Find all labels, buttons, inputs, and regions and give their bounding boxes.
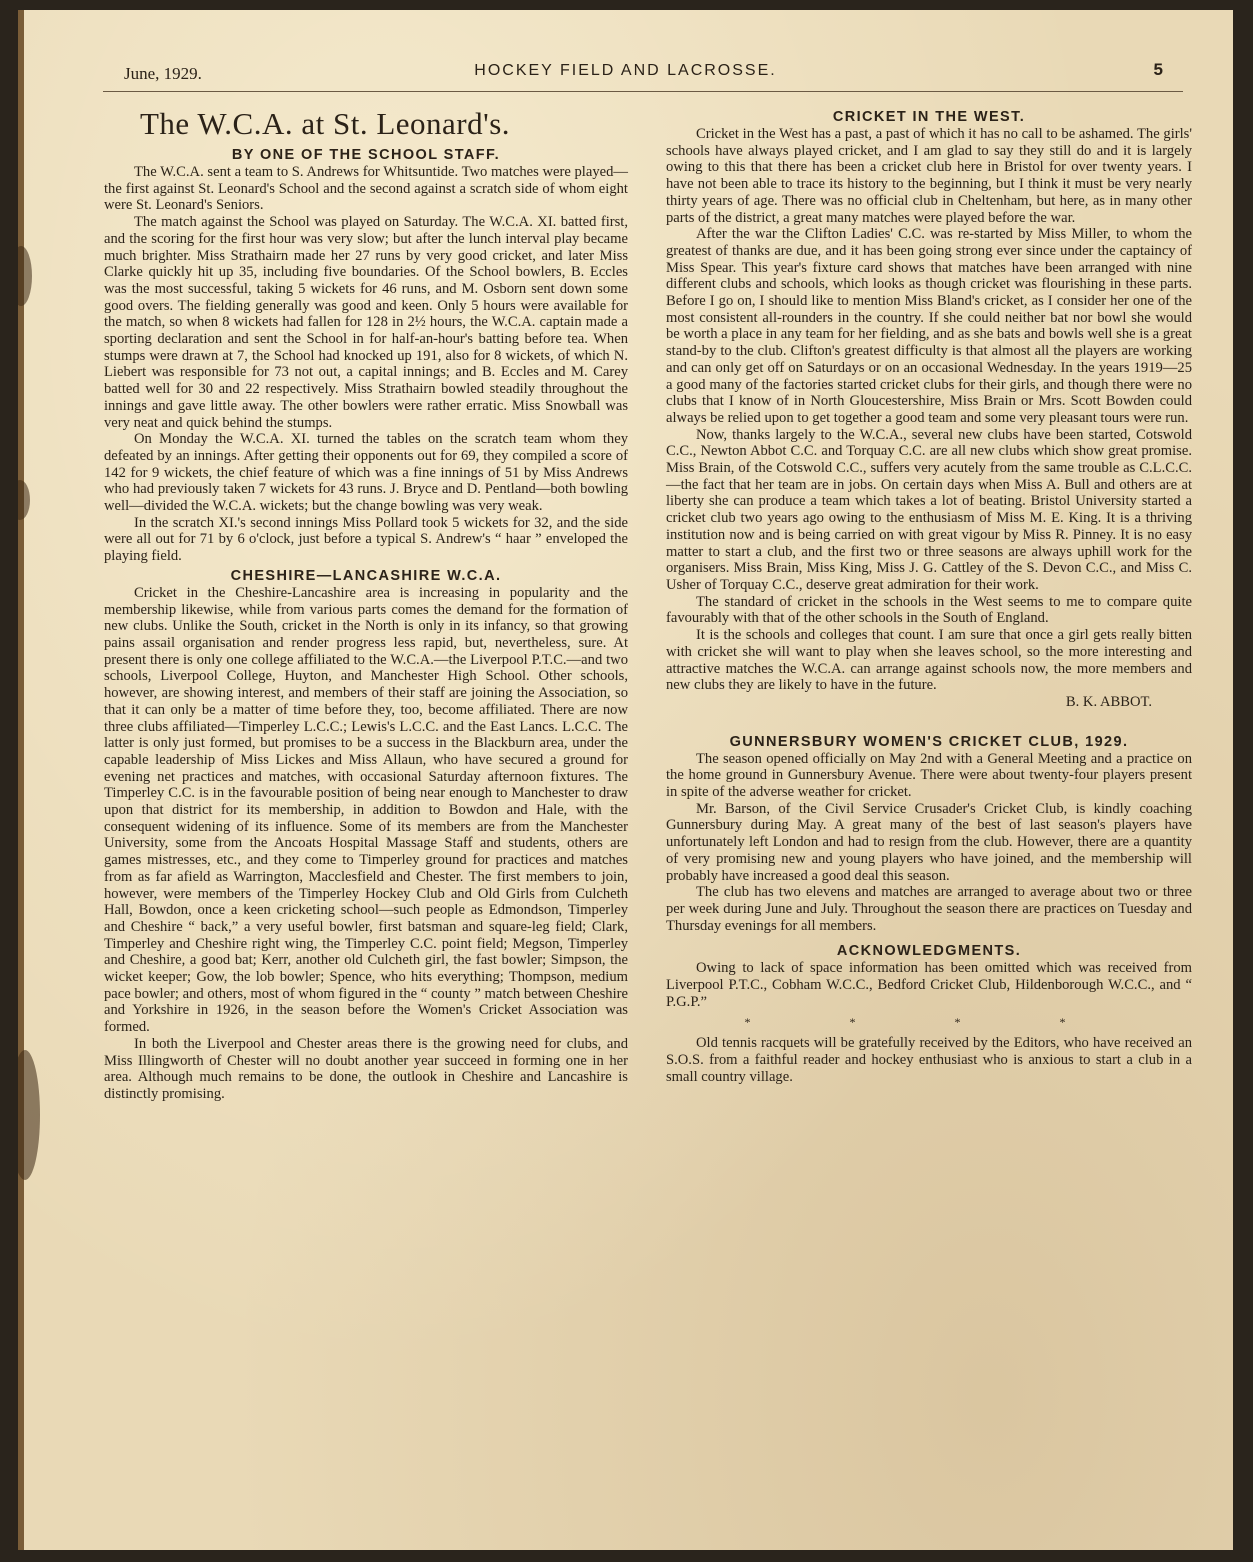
stain-mark (18, 246, 32, 306)
article-paragraph: The W.C.A. sent a team to S. Andrews for Whitsuntide. Two matches were played—the first against St. Leonard's School and the second against a scratch side of whom eight were St. Leonard's Seniors. (104, 164, 628, 214)
stain-mark (18, 480, 30, 520)
stain-mark (18, 1050, 40, 1180)
article-paragraph: In the scratch XI.'s second innings Miss Pollard took 5 wickets for 32, and the side were all out for 71 by 6 o'clock, just before a typical S. Andrew's “ haar ” enveloped the playing field. (104, 514, 628, 565)
author-signature: B. K. ABBOT. (1065, 693, 1152, 710)
article-paragraph: Old tennis racquets will be gratefully received by the Editors, who have received an S.O.S. from a faithful reader and hockey enthusiast who is anxious to start a club in a small country village. (666, 1035, 1192, 1085)
article-title: The W.C.A. at St. Leonard's. (140, 106, 511, 141)
article-paragraph: Owing to lack of space information has been omitted which was received from Liverpool P.T.C., Cobham W.C.C., Bedford Cricket Club, Hildenborough W.C.C., and “ P.G.P.” (666, 960, 1192, 1010)
section-heading-cheshire: CHESHIRE—LANCASHIRE W.C.A. (230, 567, 502, 584)
article-paragraph: In both the Liverpool and Chester areas there is the growing need for clubs, and Miss Illingworth of Chester will no doubt another year succeed in forming one in her area. Although much remains to be done, the outlook in Cheshire and Lancashire is distinctly promising. (104, 1035, 628, 1102)
section-heading-gunnersbury: GUNNERSBURY WOMEN'S CRICKET CLUB, 1929. (729, 733, 1129, 750)
issue-date: June, 1929. (124, 64, 202, 83)
left-column (104, 100, 628, 1103)
article-paragraph: It is the schools and colleges that count. I am sure that once a girl gets really bitten with cricket she will want to play when she leaves school, so the more interesting and attractive matches the W.C.A. can arrange against schools now, the more members and new clubs they are likely to have in the future. (666, 627, 1192, 694)
page-number: 5 (1153, 60, 1163, 79)
page-header (18, 58, 1233, 92)
article-paragraph: The standard of cricket in the schools in the West seems to me to compare quite favourably with that of the other schools in the South of England. (666, 593, 1192, 627)
page-edge (18, 10, 24, 1550)
article-paragraph: The match against the School was played on Saturday. The W.C.A. XI. batted first, and the scoring for the first hour was very slow; but after the lunch interval play became much brighter. Miss Strathairn made her 27 runs by very good cricket, and later Miss Clarke quickly hit up 35, including five boundaries. Of the School bowlers, B. Eccles was the most successful, taking 5 wickets for 46 runs, and M. Osborn sent down some good overs. The fielding generally was good and keen. Only 5 hours were available for the match, so when 8 wickets had fallen for 128 in 2½ hours, the W.C.A. captain made a sporting declaration and sent the School in for half-an-hour's batting before tea. When stumps were drawn at 7, the School had knocked up 191, also for 8 wickets, of which N. Liebert was responsible for 73 not out, a capital innings; and B. Eccles and M. Carey batted well for 30 and 22 respectively. Miss Strathairn bowled steadily throughout the innings and gave little away. The other bowlers were rather erratic. Miss Snowball was very neat and quick behind the stumps. (104, 214, 628, 431)
article-paragraph: The club has two elevens and matches are arranged to average about two or three per week during June and July. Throughout the season there are practices on Tuesday and Thursday evenings for all members. (666, 884, 1192, 934)
article-paragraph: After the war the Clifton Ladies' C.C. was re-started by Miss Miller, to whom the greatest of thanks are due, and it has been going strong ever since under the captaincy of Miss Spear. This year's fixture card shows that matches have been arranged with nine different clubs and schools, which looks as though cricket was flourishing in these parts. Before I go on, I should like to mention Miss Bland's cricket, as I consider her one of the most consistent all-rounders in the country. If she could neither bat nor bowl she would be worth a place in any team for her fielding, and as she bats and bowls well she is a great stand-by to the club. Clifton's greatest difficulty is that almost all the players are working and can only get off on Saturdays or on an occasional Wednesday. In the years 1919—25 a good many of the factories started cricket clubs for their girls, and though there were no clubs that I know of in North Gloucestershire, Miss Brain or Mrs. Scott Bowden could always be relied upon to get together a good team and some very pleasant tours were run. (666, 226, 1192, 426)
publication-title: HOCKEY FIELD AND LACROSSE. (474, 62, 777, 79)
section-heading-west: CRICKET IN THE WEST. (832, 109, 1026, 125)
header-rule (103, 91, 1183, 92)
article-paragraph: Now, thanks largely to the W.C.A., several new clubs have been started, Cotswold C.C., Newton Abbot C.C. and Torquay C.C. are all new clubs which show great promise. Miss Brain, of the Cotswold C.C., suffers very acutely from the same trouble as C.L.C.C.—the fact that her team are in jobs. On certain days when Miss A. Bull and others are at liberty she can produce a team which takes a lot of beating. Bristol University started a cricket club two years ago owing to the enthusiasm of Miss M. E. King. It is a thriving institution now and is being carried on with great vigour by Miss R. Pinney. It is no easy matter to start a club, and the first two or three seasons are always uphill work for the organisers. Miss Brain, Miss King, Miss J. G. Cattley of the S. Devon C.C., and Miss C. Usher of Torquay C.C., deserve great admiration for their work. (666, 426, 1192, 593)
section-heading-acknowledgments: ACKNOWLEDGMENTS. (836, 943, 1022, 960)
article-paragraph: Mr. Barson, of the Civil Service Crusader's Cricket Club, is kindly coaching Gunnersbury during May. A great many of the best of last season's players have unfortunately left London and had to resign from the club. However, there are a quantity of very promising new and young players who have joined, and the membership will probably have increased a good deal this season. (666, 800, 1192, 884)
article-byline: BY ONE OF THE SCHOOL STAFF. (231, 147, 501, 163)
article-paragraph: Cricket in the Cheshire-Lancashire area is increasing in popularity and the membership likewise, while from various parts comes the demand for the formation of new clubs. Unlike the South, cricket in the North is only in its infancy, so that growing pains assail organisation and render progress less rapid, but, nevertheless, sure. At present there is only one college affiliated to the W.C.A.—the Liverpool P.T.C.—and two schools, Liverpool College, Huyton, and Manchester High School. Other schools, however, are showing interest, and members of their staff are joining the Association, so that it can only be a matter of time before they, too, become affiliated. There are now three clubs affiliated—Timperley L.C.C.; Lewis's L.C.C. and the East Lancs. L.C.C. The latter is only just formed, but promises to be a success in the Blackburn area, under the capable leadership of Miss Lickes and Miss Allaun, who have secured a ground for evening net practices and matches, with occasional Saturday afternoon fixtures. The Timperley C.C. is in the favourable position of being near enough to Manchester to draw upon that district for its membership, in addition to Bowdon and Hale, with the consequent widening of its influence. Some of its members are from the Manchester University, some from the Ancoats Hospital Massage Staff and students, others are games mistresses, etc., and they come to Timperley ground for practices and matches from as far afield as Warrington, Macclesfield and Chester. The first members to join, however, were members of the Timperley Hockey Club and Old Girls from Culcheth Hall, Bowdon, once a keen cricketing school—such people as Edmondson, Timperley and Cheshire “ back,” a very useful bowler, first batsman and square-leg field; Clark, Timperley and Cheshire right wing, the Timperley C.C. point field; Megson, Timperley and Cheshire, a good bat; Kerr, another old Culcheth girl, the fast bowler; Simpson, the wicket keeper; Gow, the lob bowler; Spence, who hits everything; Thompson, medium pace bowler; and others, most of whom figured in the “ county ” match between Cheshire and Yorkshire in 1926, in the season before the Women's Cricket Association was formed. (104, 584, 628, 1036)
article-paragraph: On Monday the W.C.A. XI. turned the tables on the scratch team whom they defeated by an innings. After getting their opponents out for 69, they compiled a score of 142 for 9 wickets, the chief feature of which was a fine innings of 51 by Miss Andrews who had previously taken 7 wickets for 43 runs. J. Bryce and D. Pentland—both bowling well—divided the W.C.A. wickets; but the change bowling was very weak. (104, 431, 628, 515)
article-paragraph: The season opened officially on May 2nd with a General Meeting and a practice on the home ground in Gunnersbury Avenue. There were about twenty-four players present in spite of the adverse weather for cricket. (666, 750, 1192, 801)
article-paragraph: Cricket in the West has a past, a past of which it has no call to be ashamed. The girls' schools have always played cricket, and I am glad to say they still do and it is largely owing to this that there has been a cricket club here in Bristol for over twenty years. I have not been able to trace its history to the beginning, but I think it must be very nearly thirty years of age. There was no official club in Cheltenham, but here, as in many other parts of the district, a great many matches were played before the war. (666, 126, 1192, 226)
newspaper-page (18, 10, 1233, 1550)
right-column (666, 100, 1192, 1085)
separator-asterisks: * * * * (744, 1015, 1114, 1030)
